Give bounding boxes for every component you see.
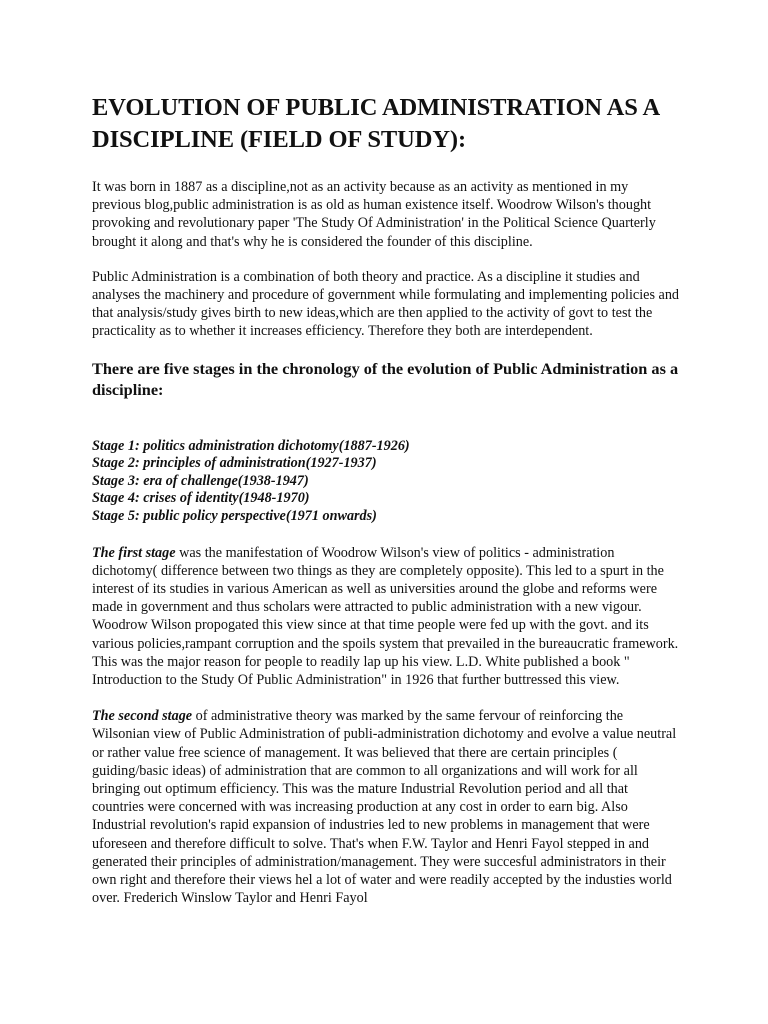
document-title: EVOLUTION OF PUBLIC ADMINISTRATION AS A DISCIPLINE (FIELD OF STUDY):: [92, 94, 659, 153]
stage-item-1: Stage 1: politics administration dichotomy(1887-1926): [92, 437, 410, 454]
second-stage-lead: The second stage: [92, 708, 193, 725]
stage-item-2: Stage 2: principles of administration(1927-1937): [92, 455, 377, 472]
stage-item-4: Stage 4: crises of identity(1948-1970): [92, 490, 310, 507]
second-stage-paragraph: [92, 707, 680, 907]
second-stage-text: of administrative theory was marked by the same fervour of reinforcing the Wilsonian view of Public Administration of publi-administration dichotomy and evolve a value neutral or rather value free science of management. It was believed that there are certain principles ( guiding/basic ideas) of administration that are common to all organizations and will work for all bringing out optimum efficiency. This was the mature Industrial Revolution period and all that countries were concerned with was increasing production at any cost in order to earn big. Also Industrial revolution's rapid expansion of industries led to new problems in management that were uforeseen and therefore difficult to solve. That's when F.W. Taylor and Henri Fayol stepped in and generated their principles of administration/management. They were succesful administrators in their own right and therefore their views hel a lot of water and were readily accepted by the industies world over. Frederich Winslow Taylor and Henri Fayol: [92, 708, 677, 907]
stages-heading: There are five stages in the chronology of the evolution of Public Administration as a discipline:: [92, 358, 679, 399]
stages-list: [92, 438, 680, 526]
theory-practice-paragraph: Public Administration is a combination of both theory and practice. As a discipline it studies and analyses the machinery and procedure of government while formulating and implementing policies and that analysis/study gives birth to new ideas,which are then applied to the activity of govt to test the practicality as to whether it increases efficiency. Therefore they both are interdependent.: [92, 268, 680, 340]
first-stage-paragraph: [92, 544, 680, 690]
first-stage-text: was the manifestation of Woodrow Wilson's view of politics - administration dichotomy( difference between two things as they are completely opposite). This led to a spurt in the interest of its studies in various American as well as universities around the globe and reforms were made in government and thus scholars were attracted to public administration with a new vigour. Woodrow Wilson propogated this view since at that time people were fed up with the govt. and its various policies,rampant corruption and the spoils system that prevailed in the bureaucratic framework. This was the major reason for people to readily lap up his view. L.D. White published a book " Introduction to the Study Of Public Administration" in 1926 that further buttressed this view.: [92, 544, 679, 689]
stage-item-3: Stage 3: era of challenge(1938-1947): [92, 472, 309, 489]
first-stage-lead: The first stage: [92, 544, 176, 561]
stage-item-5: Stage 5: public policy perspective(1971 onwards): [92, 508, 377, 524]
intro-paragraph: It was born in 1887 as a discipline,not as an activity because as an activity as mentioned in my previous blog,public administration is as old as human existence itself. Woodrow Wilson's thought provoking and revolutionary paper 'The Study Of Administration' in the Political Science Quarterly brought it along and that's why he is considered the founder of this discipline.: [92, 179, 656, 250]
